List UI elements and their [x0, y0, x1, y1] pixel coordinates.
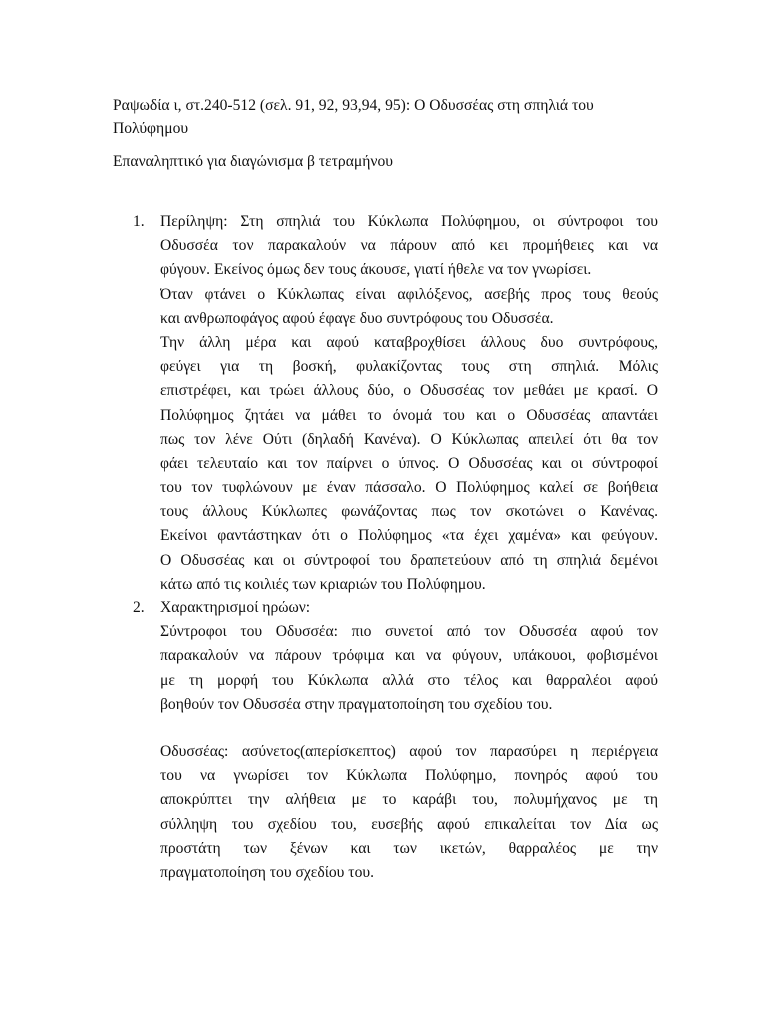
text-line: Οδυσσέα τον παρακαλούν να πάρουν από κει προμήθειες και να	[160, 237, 658, 255]
text-line: πως τον λένε Ούτι (δηλαδή Κανένα). Ο Κύκλωπας απειλεί ότι θα τον	[160, 430, 658, 448]
text-line: φάει τελευταίο και τον παίρνει ο ύπνος. Ο Οδυσσέας και οι σύντροφοί	[160, 454, 658, 472]
text-line: φεύγει για τη βοσκή, φυλακίζοντας τους στη σπηλιά. Μόλις	[160, 358, 658, 376]
text-line: Όταν φτάνει ο Κύκλωπας είναι αφιλόξενος, ασεβής προς τους θεούς	[160, 285, 658, 303]
text-line: Σύντροφοι του Οδυσσέα: πιο συνετοί από τον Οδυσσέα αφού τον	[160, 623, 658, 641]
list-item-number: 2.	[133, 599, 145, 616]
text-line: παρακαλούν να πάρουν τρόφιμα και να φύγουν, υπάκουοι, φοβισμένοι	[160, 647, 658, 665]
text-line: πραγματοποίηση του σχεδίου του.	[160, 863, 374, 881]
document-subtitle: Επαναληπτικό για διαγώνισμα β τετραμήνου	[113, 153, 393, 170]
list-item-number: 1.	[133, 213, 145, 230]
text-line: κάτω από τις κοιλιές των κριαριών του Πολύφημου.	[160, 575, 486, 593]
characters-text	[160, 596, 658, 885]
text-line: και ανθρωποφάγος αφού έφαγε δυο συντρόφους του Οδυσσέα.	[160, 309, 554, 327]
text-line: προστάτη των ξένων και των ικετών, θαρραλέος με την	[160, 839, 658, 857]
document-title: Ραψωδία ι, στ.240-512 (σελ. 91, 92, 93,94, 95): Ο Οδυσσέας στη σπηλιά του Πολύφημου	[113, 97, 594, 137]
text-line: Οδυσσέας: ασύνετος(απερίσκεπτος) αφού τον παρασύρει η περιέργεια	[160, 742, 658, 760]
text-line: Ο Οδυσσέας και οι σύντροφοί του δραπετεύουν από τη σπηλιά δεμένοι	[160, 551, 658, 569]
text-line: με τη μορφή του Κύκλωπα αλλά στο τέλος και θαρραλέοι αφού	[160, 671, 658, 689]
text-line: βοηθούν τον Οδυσσέα στην πραγματοποίηση του σχεδίου του.	[160, 695, 553, 713]
text-line: σύλληψη του σχεδίου του, ευσεβής αφού επικαλείται τον Δία ως	[160, 815, 658, 833]
text-line: Πολύφημος ζητάει να μάθει το όνομά του και ο Οδυσσέας απαντάει	[160, 406, 658, 424]
text-line: αποκρύπτει την αλήθεια με το καράβι του, πολυμήχανος με τη	[160, 791, 658, 809]
text-line: τους άλλους Κύκλωπες φωνάζοντας πως τον σκοτώνει ο Κανένας.	[160, 503, 658, 521]
text-line: επιστρέφει, και τρώει άλλους δύο, ο Οδυσσέας τον μεθάει με κρασί. Ο	[160, 382, 658, 400]
text-line: Εκείνοι φαντάστηκαν ότι ο Πολύφημος «τα έχει χαμένα» και φεύγουν.	[160, 527, 658, 545]
text-line: φύγουν. Εκείνος όμως δεν τους άκουσε, γιατί ήθελε να τον γνωρίσει.	[160, 261, 592, 279]
text-line: Την άλλη μέρα και αφού καταβροχθίσει άλλους δυο συντρόφους,	[160, 333, 658, 351]
text-line: του να γνωρίσει τον Κύκλωπα Πολύφημο, πονηρός αφού του	[160, 767, 658, 785]
text-line: του τον τυφλώνουν με έναν πάσσαλο. Ο Πολύφημος καλεί σε βοήθεια	[160, 479, 658, 497]
text-line: Περίληψη: Στη σπηλιά του Κύκλωπα Πολύφημου, οι σύντροφοι του	[160, 213, 658, 230]
summary-text	[160, 210, 658, 597]
paragraph-gap	[160, 717, 658, 740]
section-heading: Χαρακτηρισμοί ηρώων:	[160, 599, 311, 616]
